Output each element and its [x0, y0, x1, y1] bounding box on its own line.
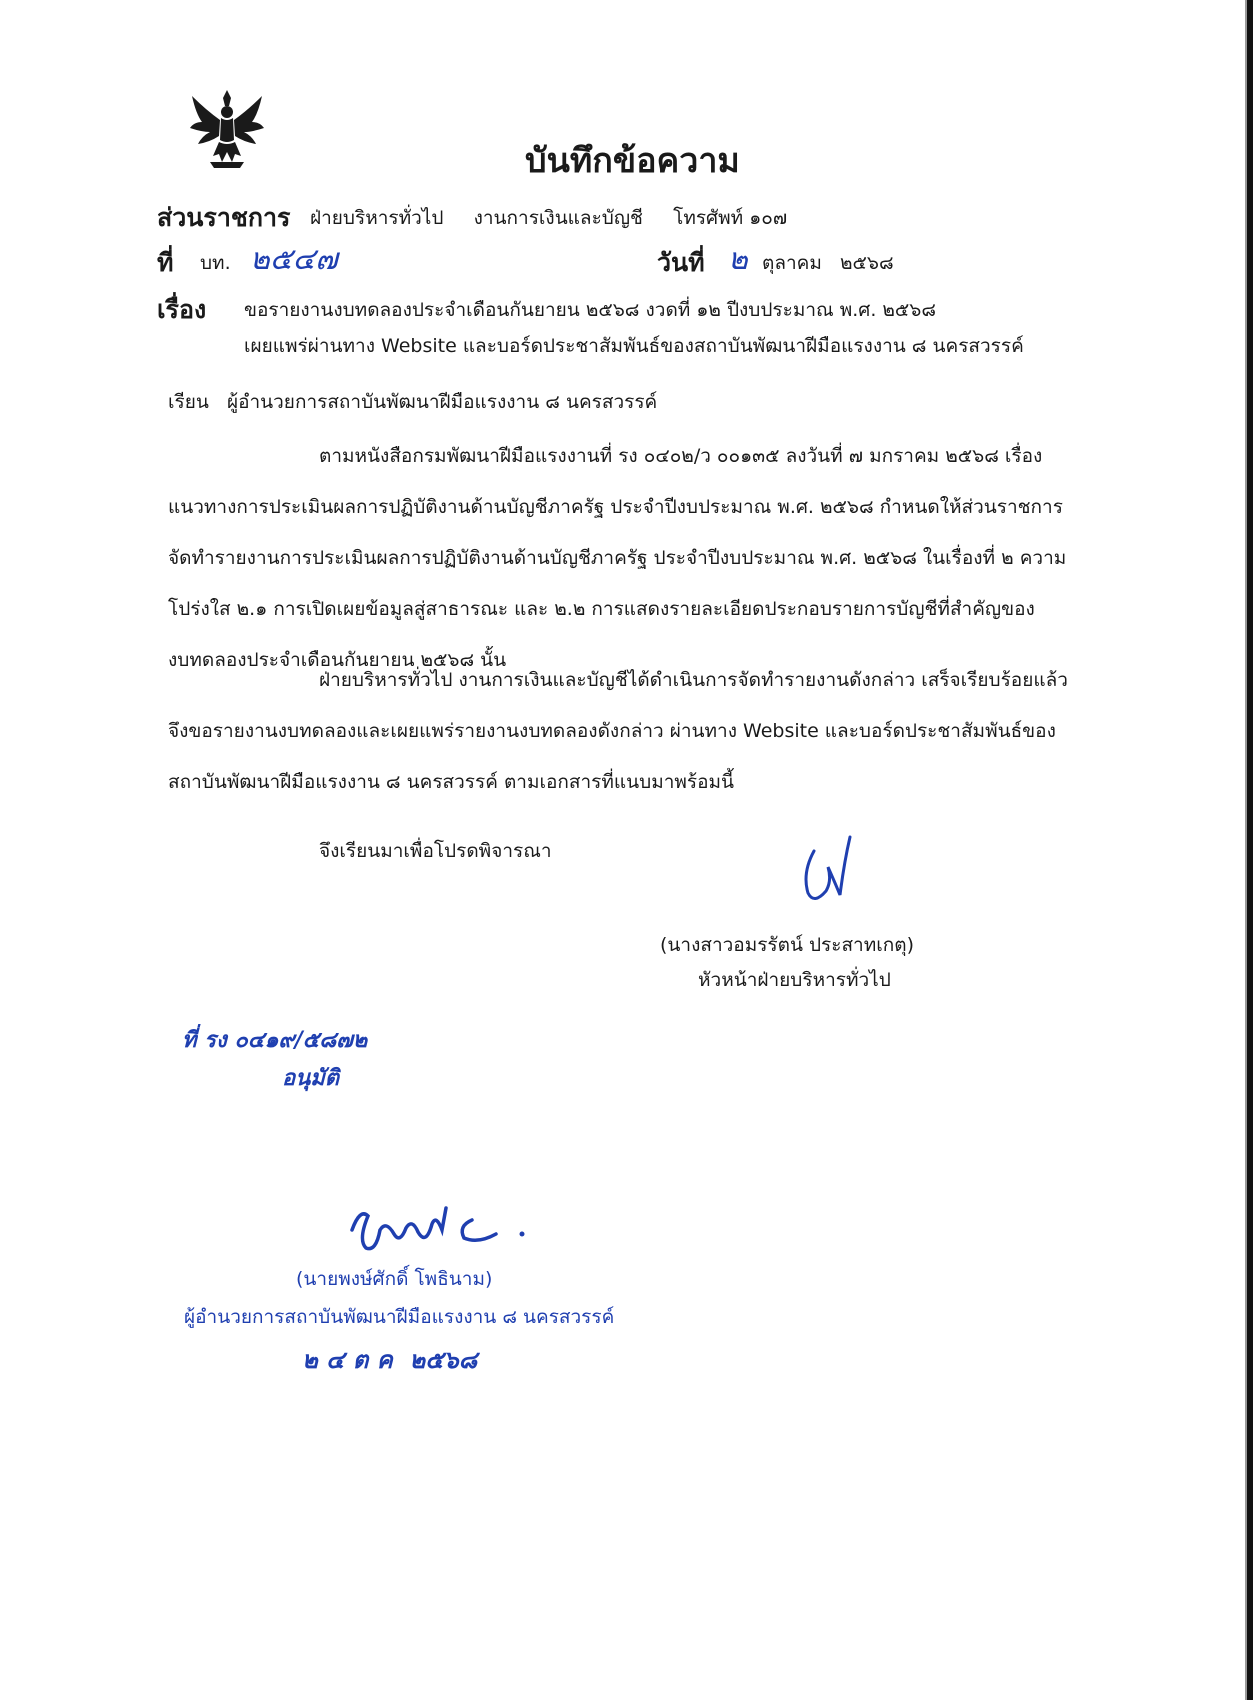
scan-edge [1247, 0, 1253, 1700]
para1-line-4: โปร่งใส ๒.๑ การเปิดเผยข้อมูลสู่สาธารณะ และ ๒.๒ การแสดงรายละเอียดประกอบรายการบัญชีที่สำคัญของ [168, 598, 1035, 620]
signer-name: (นางสาวอมรรัตน์ ประสาทเกตุ) [660, 934, 915, 956]
para1-line-3: จัดทำรายงานการประเมินผลการปฏิบัติงานด้านบัญชีภาครัฐ ประจำปีงบประมาณ พ.ศ. ๒๕๖๘ ในเรื่องที่ ๒ ความ [168, 547, 1067, 569]
date-month-year: ตุลาคม ๒๕๖๘ [762, 252, 894, 274]
para2-line-3: สถาบันพัฒนาฝีมือแรงงาน ๘ นครสวรรค์ ตามเอกสารที่แนบมาพร้อมนี้ [168, 771, 735, 793]
ref-prefix: บท. [200, 252, 231, 274]
approval-date-handwritten: ๒ ๔ ต ค ๒๕๖๘ [302, 1345, 478, 1374]
garuda-emblem-icon [188, 88, 266, 172]
para1-line-2: แนวทางการประเมินผลการปฏิบัติงานด้านบัญชีภาครัฐ ประจำปีงบประมาณ พ.ศ. ๒๕๖๘ กำหนดให้ส่วนราชการ [168, 496, 1063, 518]
date-day-handwritten: ๒ [728, 242, 748, 277]
para2-line-2: จึงขอรายงานงบทดลองและเผยแพร่รายงานงบทดลองดังกล่าว ผ่านทาง Website และบอร์ดประชาสัมพันธ์ของ [168, 720, 1056, 742]
closing-text: จึงเรียนมาเพื่อโปรดพิจารณา [319, 840, 552, 862]
dept-value: ฝ่ายบริหารทั่วไป งานการเงินและบัญชี โทรศัพท์ ๑๐๗ [310, 207, 788, 229]
page-title: บันทึกข้อความ [525, 141, 740, 181]
subject-line-2: เผยแพร่ผ่านทาง Website และบอร์ดประชาสัมพันธ์ของสถาบันพัฒนาฝีมือแรงงาน ๘ นครสวรรค์ [244, 335, 1024, 357]
signature-2-icon [346, 1200, 536, 1256]
ref-number-handwritten: ๒๕๔๗ [250, 242, 338, 277]
director-name: (นายพงษ์ศักดิ์ โพธินาม) [296, 1268, 493, 1290]
ref-label: ที่ [157, 248, 174, 277]
director-position: ผู้อำนวยการสถาบันพัฒนาฝีมือแรงงาน ๘ นครสวรรค์ [184, 1306, 615, 1328]
approval-ref-handwritten: ที่ รง ๐๔๑๙/๕๘๗๒ [182, 1027, 368, 1053]
signer-position: หัวหน้าฝ่ายบริหารทั่วไป [698, 969, 891, 991]
para2-line-1: ฝ่ายบริหารทั่วไป งานการเงินและบัญชีได้ดำเนินการจัดทำรายงานดังกล่าว เสร็จเรียบร้อยแล้ว [319, 669, 1068, 691]
subject-label: เรื่อง [157, 295, 207, 324]
date-label: วันที่ [657, 248, 705, 277]
para1-line-1: ตามหนังสือกรมพัฒนาฝีมือแรงงานที่ รง ๐๔๐๒/ว ๐๐๑๓๕ ลงวันที่ ๗ มกราคม ๒๕๖๘ เรื่อง [319, 445, 1043, 467]
scan-edge-shadow [1245, 0, 1247, 1700]
approval-status-handwritten: อนุมัติ [282, 1065, 340, 1091]
salutation: เรียน ผู้อำนวยการสถาบันพัฒนาฝีมือแรงงาน ๘ นครสวรรค์ [168, 391, 658, 413]
signature-1-icon [796, 833, 856, 907]
para1-line-5: งบทดลองประจำเดือนกันยายน ๒๕๖๘ นั้น [168, 649, 507, 671]
subject-line-1: ขอรายงานงบทดลองประจำเดือนกันยายน ๒๕๖๘ งวดที่ ๑๒ ปีงบประมาณ พ.ศ. ๒๕๖๘ [244, 299, 937, 321]
dept-label: ส่วนราชการ [157, 203, 291, 232]
